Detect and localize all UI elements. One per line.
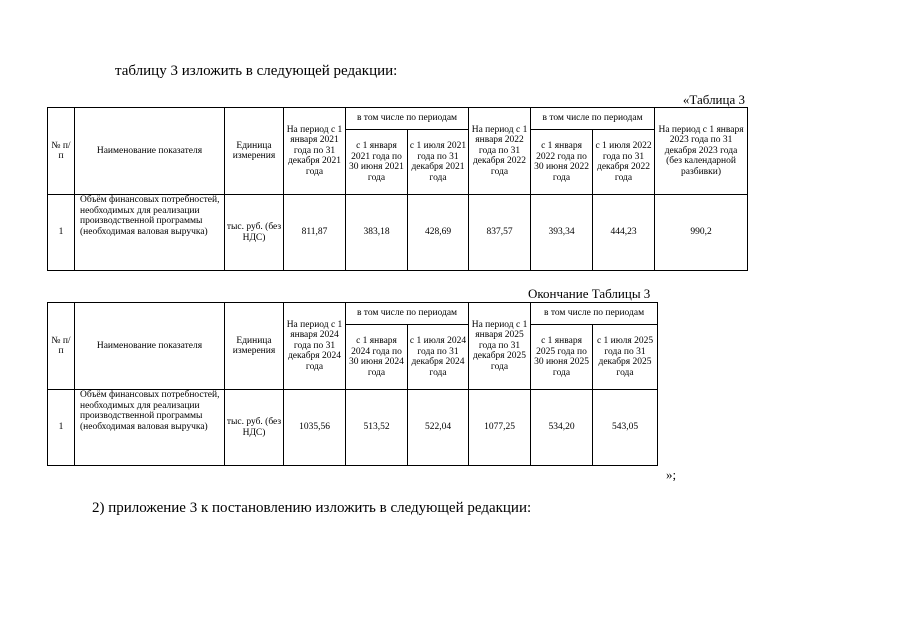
header-period-2022: На период с 1 января 2022 года по 31 декабря 2022 года [469, 108, 531, 195]
cell-v2021-h2: 428,69 [408, 195, 469, 271]
cell-unit: тыс. руб. (без НДС) [225, 195, 284, 271]
header-including-2021: в том числе по периодам [346, 108, 469, 130]
header-including-2022: в том числе по периодам [531, 108, 655, 130]
header-2022-h2: с 1 июля 2022 года по 31 декабря 2022 года [593, 130, 655, 195]
cell-name: Объём финансовых потребностей, необходимых для реализации производственной программы (необходимая валовая выручка) [75, 195, 225, 271]
table2-caption: Окончание Таблицы 3 [528, 286, 651, 301]
cell-v2024-h2: 522,04 [408, 390, 469, 466]
header-num: № п/п [48, 303, 75, 390]
header-including-2025: в том числе по периодам [531, 303, 658, 325]
header-including-2024: в том числе по периодам [346, 303, 469, 325]
cell-v2022: 837,57 [469, 195, 531, 271]
header-unit: Единица измерения [225, 303, 284, 390]
header-name: Наименование показателя [75, 303, 225, 390]
cell-v2024: 1035,56 [284, 390, 346, 466]
intro-paragraph: таблицу 3 изложить в следующей редакции: [115, 63, 398, 79]
closing-quote: »; [666, 467, 677, 482]
cell-name: Объём финансовых потребностей, необходимых для реализации производственной программы (необходимая валовая выручка) [75, 390, 225, 466]
table-row [48, 195, 748, 271]
header-2024-h2: с 1 июля 2024 года по 31 декабря 2024 года [408, 325, 469, 390]
header-2022-h1: с 1 января 2022 года по 30 июня 2022 года [531, 130, 593, 195]
header-2025-h1: с 1 января 2025 года по 30 июня 2025 года [531, 325, 593, 390]
header-period-2021: На период с 1 января 2021 года по 31 декабря 2021 года [284, 108, 346, 195]
header-period-2023: На период с 1 января 2023 года по 31 декабря 2023 года (без календарной разбивки) [655, 108, 748, 195]
cell-v2025: 1077,25 [469, 390, 531, 466]
header-2025-h2: с 1 июля 2025 года по 31 декабря 2025 года [593, 325, 658, 390]
cell-num: 1 [48, 390, 75, 466]
cell-v2025-h1: 534,20 [531, 390, 593, 466]
table2 [47, 302, 658, 466]
table1 [47, 107, 748, 271]
cell-v2021: 811,87 [284, 195, 346, 271]
header-name: Наименование показателя [75, 108, 225, 195]
header-unit: Единица измерения [225, 108, 284, 195]
header-num: № п/п [48, 108, 75, 195]
cell-v2023: 990,2 [655, 195, 748, 271]
cell-v2024-h1: 513,52 [346, 390, 408, 466]
table-row [48, 390, 658, 466]
header-period-2025: На период с 1 января 2025 года по 31 декабря 2025 года [469, 303, 531, 390]
cell-v2022-h1: 393,34 [531, 195, 593, 271]
header-period-2024: На период с 1 января 2024 года по 31 декабря 2024 года [284, 303, 346, 390]
cell-unit: тыс. руб. (без НДС) [225, 390, 284, 466]
cell-num: 1 [48, 195, 75, 271]
cell-v2022-h2: 444,23 [593, 195, 655, 271]
table1-caption: «Таблица 3 [682, 92, 745, 107]
cell-v2021-h1: 383,18 [346, 195, 408, 271]
header-2024-h1: с 1 января 2024 года по 30 июня 2024 года [346, 325, 408, 390]
header-2021-h1: с 1 января 2021 года по 30 июня 2021 года [346, 130, 408, 195]
item-2-paragraph: 2) приложение 3 к постановлению изложить в следующей редакции: [92, 500, 532, 516]
header-2021-h2: с 1 июля 2021 года по 31 декабря 2021 года [408, 130, 469, 195]
cell-v2025-h2: 543,05 [593, 390, 658, 466]
